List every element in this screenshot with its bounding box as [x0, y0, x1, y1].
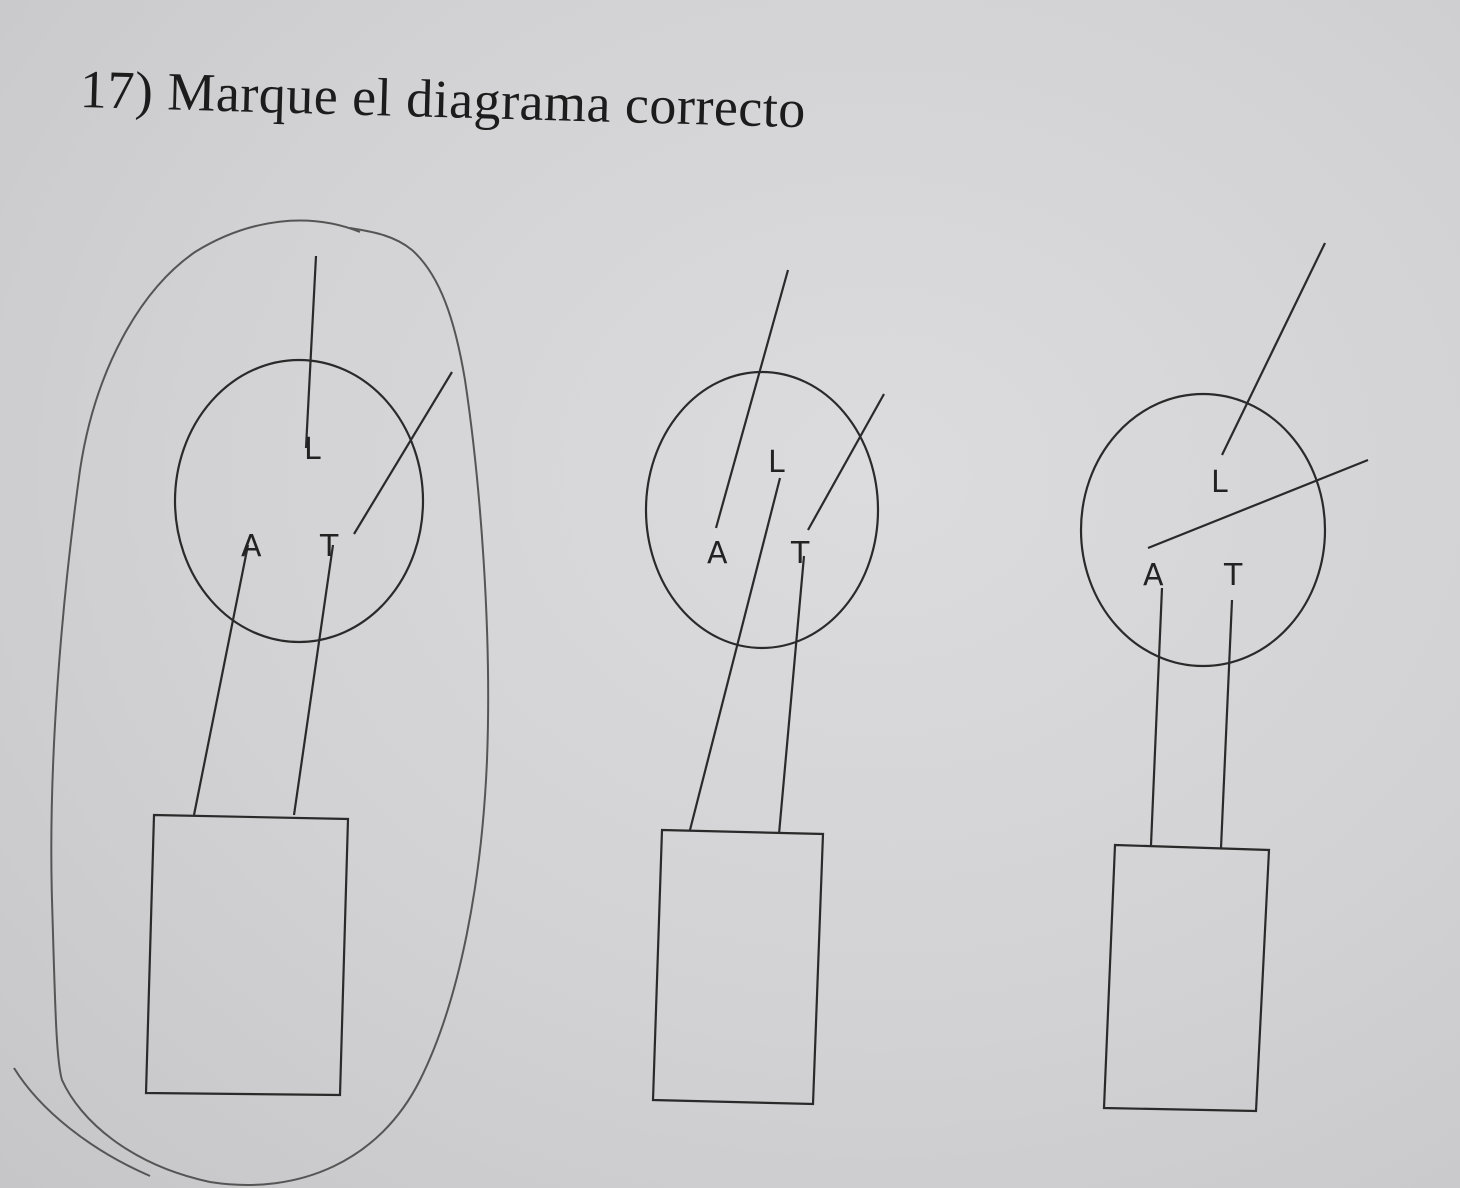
diagram-option-1[interactable] [146, 256, 452, 1095]
label-start-1: A [241, 529, 262, 564]
label-line-1: L [304, 432, 321, 467]
wire-contact [1148, 460, 1368, 548]
relay-circle [175, 360, 423, 642]
wire-earth [294, 545, 333, 815]
wire-line [306, 256, 316, 448]
answer-circle-tail [14, 1068, 150, 1176]
wire-line [690, 478, 780, 830]
diagram-option-2[interactable] [646, 270, 884, 1104]
diagram-option-3[interactable] [1081, 243, 1368, 1111]
wire-start [1151, 588, 1162, 845]
label-start-3: A [1143, 558, 1164, 593]
label-line-3: L [1211, 465, 1228, 500]
device-box [653, 830, 823, 1104]
label-earth-3: T [1224, 558, 1243, 593]
wire-contact [354, 372, 452, 534]
answer-circle-mark [51, 221, 488, 1185]
relay-circle [646, 372, 878, 648]
wire-earth [779, 556, 804, 834]
relay-circle [1081, 394, 1325, 666]
device-box [1104, 845, 1269, 1111]
label-earth-2: T [791, 536, 810, 571]
question-title: 17) Marque el diagrama correcto [79, 59, 807, 140]
device-box [146, 815, 348, 1095]
wire-line [1222, 243, 1325, 455]
wire-earth [1221, 600, 1232, 848]
label-start-2: A [707, 536, 728, 571]
wire-start [194, 545, 248, 815]
label-earth-1: T [320, 529, 339, 564]
label-line-2: L [768, 445, 785, 480]
